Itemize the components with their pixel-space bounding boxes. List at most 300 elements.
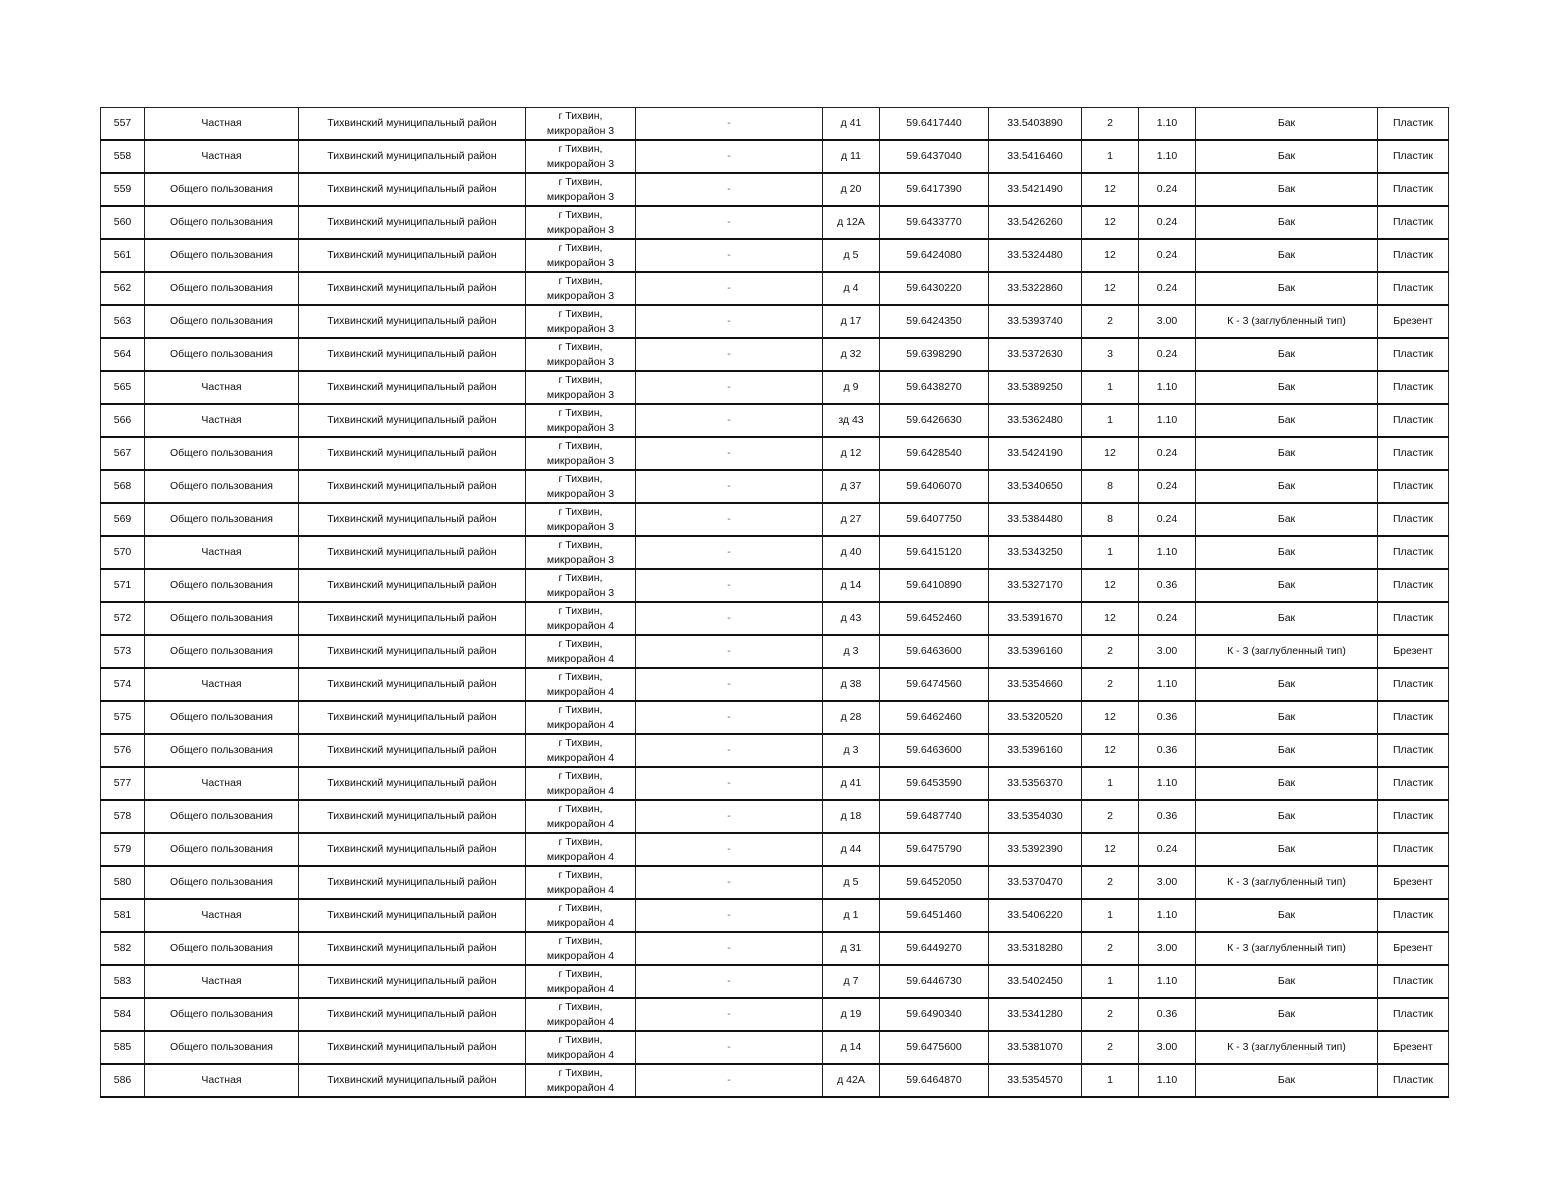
city-text: г Тихвин, bbox=[558, 307, 603, 320]
table-row bbox=[101, 866, 1449, 899]
microdistrict-text: микрорайон 3 bbox=[546, 355, 615, 368]
city-text: г Тихвин, bbox=[558, 274, 603, 287]
district-cell: Тихвинский муниципальный район bbox=[299, 272, 526, 305]
latitude-cell: 59.6406070 bbox=[880, 470, 989, 503]
city-address-cell bbox=[526, 899, 636, 932]
row-number-cell: 585 bbox=[101, 1031, 145, 1064]
container-material-cell: Пластик bbox=[1378, 404, 1449, 437]
latitude-cell: 59.6417390 bbox=[880, 173, 989, 206]
row-number-cell: 576 bbox=[101, 734, 145, 767]
container-volume-cell: 0.24 bbox=[1139, 437, 1196, 470]
microdistrict-text: микрорайон 3 bbox=[546, 223, 615, 236]
longitude-cell: 33.5324480 bbox=[989, 239, 1082, 272]
street-cell: - bbox=[636, 140, 823, 173]
site-type-cell: Общего пользования bbox=[145, 602, 299, 635]
street-cell: - bbox=[636, 635, 823, 668]
container-type-cell: Бак bbox=[1196, 701, 1378, 734]
row-number-cell: 567 bbox=[101, 437, 145, 470]
container-count-cell: 12 bbox=[1082, 734, 1139, 767]
longitude-cell: 33.5370470 bbox=[989, 866, 1082, 899]
latitude-cell: 59.6464870 bbox=[880, 1064, 989, 1097]
longitude-cell: 33.5340650 bbox=[989, 470, 1082, 503]
street-cell: - bbox=[636, 833, 823, 866]
latitude-cell: 59.6433770 bbox=[880, 206, 989, 239]
row-number-cell: 559 bbox=[101, 173, 145, 206]
house-cell: д 40 bbox=[823, 536, 880, 569]
row-number-cell: 581 bbox=[101, 899, 145, 932]
street-cell: - bbox=[636, 932, 823, 965]
house-cell: д 18 bbox=[823, 800, 880, 833]
microdistrict-text: микрорайон 4 bbox=[546, 685, 615, 698]
container-volume-cell: 3.00 bbox=[1139, 635, 1196, 668]
house-cell: д 31 bbox=[823, 932, 880, 965]
city-text: г Тихвин, bbox=[558, 835, 603, 848]
container-material-cell: Пластик bbox=[1378, 734, 1449, 767]
container-type-cell: Бак bbox=[1196, 767, 1378, 800]
street-cell: - bbox=[636, 108, 823, 141]
site-type-cell: Общего пользования bbox=[145, 833, 299, 866]
row-number-cell: 572 bbox=[101, 602, 145, 635]
latitude-cell: 59.6463600 bbox=[880, 734, 989, 767]
site-type-cell: Общего пользования bbox=[145, 866, 299, 899]
house-cell: д 19 bbox=[823, 998, 880, 1031]
container-volume-cell: 0.24 bbox=[1139, 239, 1196, 272]
row-number-cell: 566 bbox=[101, 404, 145, 437]
table-row bbox=[101, 503, 1449, 536]
container-volume-cell: 0.36 bbox=[1139, 800, 1196, 833]
table-row bbox=[101, 437, 1449, 470]
city-address-cell bbox=[526, 1064, 636, 1097]
street-cell: - bbox=[636, 404, 823, 437]
table-row bbox=[101, 701, 1449, 734]
container-material-cell: Брезент bbox=[1378, 635, 1449, 668]
site-type-cell: Общего пользования bbox=[145, 998, 299, 1031]
city-address-cell bbox=[526, 701, 636, 734]
latitude-cell: 59.6410890 bbox=[880, 569, 989, 602]
latitude-cell: 59.6475790 bbox=[880, 833, 989, 866]
city-address-cell bbox=[526, 965, 636, 998]
city-text: г Тихвин, bbox=[558, 868, 603, 881]
city-text: г Тихвин, bbox=[558, 703, 603, 716]
container-material-cell: Пластик bbox=[1378, 140, 1449, 173]
container-material-cell: Пластик bbox=[1378, 437, 1449, 470]
container-volume-cell: 1.10 bbox=[1139, 767, 1196, 800]
house-cell: д 1 bbox=[823, 899, 880, 932]
house-cell: зд 43 bbox=[823, 404, 880, 437]
container-count-cell: 12 bbox=[1082, 173, 1139, 206]
longitude-cell: 33.5396160 bbox=[989, 635, 1082, 668]
table-row bbox=[101, 206, 1449, 239]
container-type-cell: Бак bbox=[1196, 404, 1378, 437]
microdistrict-text: микрорайон 3 bbox=[546, 454, 615, 467]
district-cell: Тихвинский муниципальный район bbox=[299, 932, 526, 965]
house-cell: д 9 bbox=[823, 371, 880, 404]
city-address-cell bbox=[526, 536, 636, 569]
latitude-cell: 59.6428540 bbox=[880, 437, 989, 470]
container-volume-cell: 1.10 bbox=[1139, 965, 1196, 998]
city-address-cell bbox=[526, 437, 636, 470]
street-cell: - bbox=[636, 866, 823, 899]
latitude-cell: 59.6474560 bbox=[880, 668, 989, 701]
container-count-cell: 1 bbox=[1082, 536, 1139, 569]
microdistrict-text: микрорайон 4 bbox=[546, 784, 615, 797]
house-cell: д 42А bbox=[823, 1064, 880, 1097]
longitude-cell: 33.5392390 bbox=[989, 833, 1082, 866]
longitude-cell: 33.5389250 bbox=[989, 371, 1082, 404]
district-cell: Тихвинский муниципальный район bbox=[299, 536, 526, 569]
table-row bbox=[101, 470, 1449, 503]
district-cell: Тихвинский муниципальный район bbox=[299, 470, 526, 503]
microdistrict-text: микрорайон 4 bbox=[546, 949, 615, 962]
site-type-cell: Частная bbox=[145, 767, 299, 800]
street-cell: - bbox=[636, 437, 823, 470]
latitude-cell: 59.6449270 bbox=[880, 932, 989, 965]
district-cell: Тихвинский муниципальный район bbox=[299, 800, 526, 833]
microdistrict-text: микрорайон 3 bbox=[546, 553, 615, 566]
latitude-cell: 59.6452050 bbox=[880, 866, 989, 899]
site-type-cell: Общего пользования bbox=[145, 800, 299, 833]
row-number-cell: 563 bbox=[101, 305, 145, 338]
longitude-cell: 33.5391670 bbox=[989, 602, 1082, 635]
city-text: г Тихвин, bbox=[558, 505, 603, 518]
microdistrict-text: микрорайон 4 bbox=[546, 1048, 615, 1061]
house-cell: д 17 bbox=[823, 305, 880, 338]
table-row bbox=[101, 338, 1449, 371]
waste-sites-table bbox=[100, 107, 1449, 1098]
street-cell: - bbox=[636, 701, 823, 734]
container-material-cell: Пластик bbox=[1378, 1064, 1449, 1097]
container-volume-cell: 1.10 bbox=[1139, 140, 1196, 173]
row-number-cell: 582 bbox=[101, 932, 145, 965]
street-cell: - bbox=[636, 767, 823, 800]
row-number-cell: 558 bbox=[101, 140, 145, 173]
city-address-cell bbox=[526, 371, 636, 404]
house-cell: д 32 bbox=[823, 338, 880, 371]
container-type-cell: К - 3 (заглубленный тип) bbox=[1196, 1031, 1378, 1064]
container-material-cell: Пластик bbox=[1378, 536, 1449, 569]
house-cell: д 43 bbox=[823, 602, 880, 635]
microdistrict-text: микрорайон 3 bbox=[546, 388, 615, 401]
city-text: г Тихвин, bbox=[558, 109, 603, 122]
latitude-cell: 59.6415120 bbox=[880, 536, 989, 569]
city-text: г Тихвин, bbox=[558, 439, 603, 452]
container-type-cell: Бак bbox=[1196, 800, 1378, 833]
container-count-cell: 12 bbox=[1082, 701, 1139, 734]
container-material-cell: Пластик bbox=[1378, 833, 1449, 866]
site-type-cell: Общего пользования bbox=[145, 239, 299, 272]
city-address-cell bbox=[526, 866, 636, 899]
street-cell: - bbox=[636, 800, 823, 833]
container-volume-cell: 3.00 bbox=[1139, 932, 1196, 965]
house-cell: д 27 bbox=[823, 503, 880, 536]
street-cell: - bbox=[636, 503, 823, 536]
table-row bbox=[101, 998, 1449, 1031]
site-type-cell: Частная bbox=[145, 899, 299, 932]
container-type-cell: Бак bbox=[1196, 965, 1378, 998]
container-count-cell: 1 bbox=[1082, 404, 1139, 437]
row-number-cell: 565 bbox=[101, 371, 145, 404]
latitude-cell: 59.6490340 bbox=[880, 998, 989, 1031]
container-count-cell: 3 bbox=[1082, 338, 1139, 371]
district-cell: Тихвинский муниципальный район bbox=[299, 140, 526, 173]
container-volume-cell: 1.10 bbox=[1139, 1064, 1196, 1097]
microdistrict-text: микрорайон 3 bbox=[546, 289, 615, 302]
site-type-cell: Общего пользования bbox=[145, 503, 299, 536]
table-row bbox=[101, 833, 1449, 866]
table-row bbox=[101, 734, 1449, 767]
container-count-cell: 12 bbox=[1082, 833, 1139, 866]
city-text: г Тихвин, bbox=[558, 967, 603, 980]
house-cell: д 28 bbox=[823, 701, 880, 734]
container-volume-cell: 0.36 bbox=[1139, 701, 1196, 734]
city-address-cell bbox=[526, 602, 636, 635]
table-row bbox=[101, 767, 1449, 800]
city-address-cell bbox=[526, 932, 636, 965]
container-volume-cell: 0.36 bbox=[1139, 734, 1196, 767]
container-type-cell: Бак bbox=[1196, 536, 1378, 569]
container-volume-cell: 3.00 bbox=[1139, 305, 1196, 338]
longitude-cell: 33.5393740 bbox=[989, 305, 1082, 338]
table-row bbox=[101, 272, 1449, 305]
container-material-cell: Пластик bbox=[1378, 899, 1449, 932]
container-volume-cell: 1.10 bbox=[1139, 899, 1196, 932]
table-row bbox=[101, 800, 1449, 833]
street-cell: - bbox=[636, 206, 823, 239]
latitude-cell: 59.6398290 bbox=[880, 338, 989, 371]
district-cell: Тихвинский муниципальный район bbox=[299, 1064, 526, 1097]
latitude-cell: 59.6437040 bbox=[880, 140, 989, 173]
house-cell: д 12 bbox=[823, 437, 880, 470]
longitude-cell: 33.5402450 bbox=[989, 965, 1082, 998]
row-number-cell: 560 bbox=[101, 206, 145, 239]
container-material-cell: Пластик bbox=[1378, 569, 1449, 602]
longitude-cell: 33.5341280 bbox=[989, 998, 1082, 1031]
longitude-cell: 33.5384480 bbox=[989, 503, 1082, 536]
city-address-cell bbox=[526, 239, 636, 272]
house-cell: д 14 bbox=[823, 569, 880, 602]
city-address-cell bbox=[526, 503, 636, 536]
row-number-cell: 584 bbox=[101, 998, 145, 1031]
district-cell: Тихвинский муниципальный район bbox=[299, 305, 526, 338]
table-body bbox=[101, 108, 1449, 1098]
street-cell: - bbox=[636, 602, 823, 635]
district-cell: Тихвинский муниципальный район bbox=[299, 998, 526, 1031]
container-volume-cell: 0.24 bbox=[1139, 173, 1196, 206]
container-material-cell: Пластик bbox=[1378, 239, 1449, 272]
container-material-cell: Пластик bbox=[1378, 998, 1449, 1031]
microdistrict-text: микрорайон 4 bbox=[546, 916, 615, 929]
city-address-cell bbox=[526, 108, 636, 141]
microdistrict-text: микрорайон 3 bbox=[546, 157, 615, 170]
city-address-cell bbox=[526, 833, 636, 866]
street-cell: - bbox=[636, 173, 823, 206]
row-number-cell: 575 bbox=[101, 701, 145, 734]
container-count-cell: 12 bbox=[1082, 437, 1139, 470]
container-type-cell: Бак bbox=[1196, 899, 1378, 932]
longitude-cell: 33.5318280 bbox=[989, 932, 1082, 965]
latitude-cell: 59.6462460 bbox=[880, 701, 989, 734]
site-type-cell: Общего пользования bbox=[145, 470, 299, 503]
microdistrict-text: микрорайон 3 bbox=[546, 322, 615, 335]
microdistrict-text: микрорайон 3 bbox=[546, 421, 615, 434]
latitude-cell: 59.6424350 bbox=[880, 305, 989, 338]
district-cell: Тихвинский муниципальный район bbox=[299, 1031, 526, 1064]
container-count-cell: 2 bbox=[1082, 635, 1139, 668]
district-cell: Тихвинский муниципальный район bbox=[299, 866, 526, 899]
container-type-cell: К - 3 (заглубленный тип) bbox=[1196, 932, 1378, 965]
container-type-cell: Бак bbox=[1196, 503, 1378, 536]
longitude-cell: 33.5406220 bbox=[989, 899, 1082, 932]
table-row bbox=[101, 1064, 1449, 1097]
container-type-cell: К - 3 (заглубленный тип) bbox=[1196, 305, 1378, 338]
site-type-cell: Общего пользования bbox=[145, 701, 299, 734]
house-cell: д 5 bbox=[823, 239, 880, 272]
street-cell: - bbox=[636, 668, 823, 701]
container-type-cell: Бак bbox=[1196, 833, 1378, 866]
container-material-cell: Брезент bbox=[1378, 932, 1449, 965]
longitude-cell: 33.5356370 bbox=[989, 767, 1082, 800]
city-address-cell bbox=[526, 305, 636, 338]
table-row bbox=[101, 108, 1449, 141]
container-count-cell: 2 bbox=[1082, 932, 1139, 965]
container-type-cell: Бак bbox=[1196, 108, 1378, 141]
district-cell: Тихвинский муниципальный район bbox=[299, 371, 526, 404]
house-cell: д 41 bbox=[823, 108, 880, 141]
street-cell: - bbox=[636, 338, 823, 371]
house-cell: д 12А bbox=[823, 206, 880, 239]
container-material-cell: Пластик bbox=[1378, 371, 1449, 404]
district-cell: Тихвинский муниципальный район bbox=[299, 833, 526, 866]
container-volume-cell: 1.10 bbox=[1139, 668, 1196, 701]
street-cell: - bbox=[636, 1064, 823, 1097]
container-count-cell: 2 bbox=[1082, 305, 1139, 338]
table-row bbox=[101, 1031, 1449, 1064]
city-text: г Тихвин, bbox=[558, 901, 603, 914]
site-type-cell: Частная bbox=[145, 668, 299, 701]
city-text: г Тихвин, bbox=[558, 538, 603, 551]
container-material-cell: Пластик bbox=[1378, 965, 1449, 998]
microdistrict-text: микрорайон 3 bbox=[546, 256, 615, 269]
row-number-cell: 577 bbox=[101, 767, 145, 800]
longitude-cell: 33.5354570 bbox=[989, 1064, 1082, 1097]
container-type-cell: Бак bbox=[1196, 338, 1378, 371]
city-text: г Тихвин, bbox=[558, 571, 603, 584]
table-row bbox=[101, 635, 1449, 668]
container-material-cell: Брезент bbox=[1378, 305, 1449, 338]
container-volume-cell: 0.36 bbox=[1139, 569, 1196, 602]
container-material-cell: Пластик bbox=[1378, 503, 1449, 536]
latitude-cell: 59.6475600 bbox=[880, 1031, 989, 1064]
container-count-cell: 1 bbox=[1082, 371, 1139, 404]
district-cell: Тихвинский муниципальный район bbox=[299, 899, 526, 932]
container-material-cell: Пластик bbox=[1378, 668, 1449, 701]
house-cell: д 41 bbox=[823, 767, 880, 800]
row-number-cell: 586 bbox=[101, 1064, 145, 1097]
container-volume-cell: 3.00 bbox=[1139, 866, 1196, 899]
longitude-cell: 33.5354030 bbox=[989, 800, 1082, 833]
city-address-cell bbox=[526, 569, 636, 602]
table-row bbox=[101, 371, 1449, 404]
microdistrict-text: микрорайон 3 bbox=[546, 520, 615, 533]
city-text: г Тихвин, bbox=[558, 340, 603, 353]
site-type-cell: Общего пользования bbox=[145, 437, 299, 470]
table-row bbox=[101, 404, 1449, 437]
row-number-cell: 570 bbox=[101, 536, 145, 569]
city-address-cell bbox=[526, 404, 636, 437]
row-number-cell: 562 bbox=[101, 272, 145, 305]
container-volume-cell: 3.00 bbox=[1139, 1031, 1196, 1064]
latitude-cell: 59.6426630 bbox=[880, 404, 989, 437]
container-type-cell: К - 3 (заглубленный тип) bbox=[1196, 866, 1378, 899]
longitude-cell: 33.5416460 bbox=[989, 140, 1082, 173]
house-cell: д 20 bbox=[823, 173, 880, 206]
container-count-cell: 12 bbox=[1082, 602, 1139, 635]
table-row bbox=[101, 140, 1449, 173]
street-cell: - bbox=[636, 734, 823, 767]
longitude-cell: 33.5424190 bbox=[989, 437, 1082, 470]
table-row bbox=[101, 569, 1449, 602]
container-type-cell: Бак bbox=[1196, 206, 1378, 239]
row-number-cell: 578 bbox=[101, 800, 145, 833]
city-text: г Тихвин, bbox=[558, 373, 603, 386]
container-material-cell: Пластик bbox=[1378, 701, 1449, 734]
house-cell: д 5 bbox=[823, 866, 880, 899]
city-text: г Тихвин, bbox=[558, 1000, 603, 1013]
street-cell: - bbox=[636, 965, 823, 998]
container-material-cell: Пластик bbox=[1378, 206, 1449, 239]
district-cell: Тихвинский муниципальный район bbox=[299, 206, 526, 239]
street-cell: - bbox=[636, 1031, 823, 1064]
site-type-cell: Общего пользования bbox=[145, 734, 299, 767]
house-cell: д 7 bbox=[823, 965, 880, 998]
container-type-cell: Бак bbox=[1196, 437, 1378, 470]
container-material-cell: Пластик bbox=[1378, 108, 1449, 141]
latitude-cell: 59.6424080 bbox=[880, 239, 989, 272]
city-address-cell bbox=[526, 173, 636, 206]
row-number-cell: 568 bbox=[101, 470, 145, 503]
site-type-cell: Частная bbox=[145, 1064, 299, 1097]
container-count-cell: 2 bbox=[1082, 108, 1139, 141]
container-count-cell: 1 bbox=[1082, 965, 1139, 998]
microdistrict-text: микрорайон 4 bbox=[546, 652, 615, 665]
city-text: г Тихвин, bbox=[558, 802, 603, 815]
container-volume-cell: 0.24 bbox=[1139, 206, 1196, 239]
row-number-cell: 564 bbox=[101, 338, 145, 371]
site-type-cell: Частная bbox=[145, 140, 299, 173]
container-count-cell: 1 bbox=[1082, 899, 1139, 932]
street-cell: - bbox=[636, 569, 823, 602]
row-number-cell: 574 bbox=[101, 668, 145, 701]
longitude-cell: 33.5322860 bbox=[989, 272, 1082, 305]
longitude-cell: 33.5343250 bbox=[989, 536, 1082, 569]
city-text: г Тихвин, bbox=[558, 472, 603, 485]
container-volume-cell: 0.36 bbox=[1139, 998, 1196, 1031]
district-cell: Тихвинский муниципальный район bbox=[299, 503, 526, 536]
longitude-cell: 33.5362480 bbox=[989, 404, 1082, 437]
city-text: г Тихвин, bbox=[558, 637, 603, 650]
longitude-cell: 33.5426260 bbox=[989, 206, 1082, 239]
house-cell: д 4 bbox=[823, 272, 880, 305]
container-count-cell: 12 bbox=[1082, 206, 1139, 239]
latitude-cell: 59.6446730 bbox=[880, 965, 989, 998]
container-volume-cell: 0.24 bbox=[1139, 338, 1196, 371]
street-cell: - bbox=[636, 470, 823, 503]
container-type-cell: Бак bbox=[1196, 173, 1378, 206]
container-volume-cell: 0.24 bbox=[1139, 470, 1196, 503]
longitude-cell: 33.5396160 bbox=[989, 734, 1082, 767]
container-type-cell: Бак bbox=[1196, 470, 1378, 503]
district-cell: Тихвинский муниципальный район bbox=[299, 404, 526, 437]
